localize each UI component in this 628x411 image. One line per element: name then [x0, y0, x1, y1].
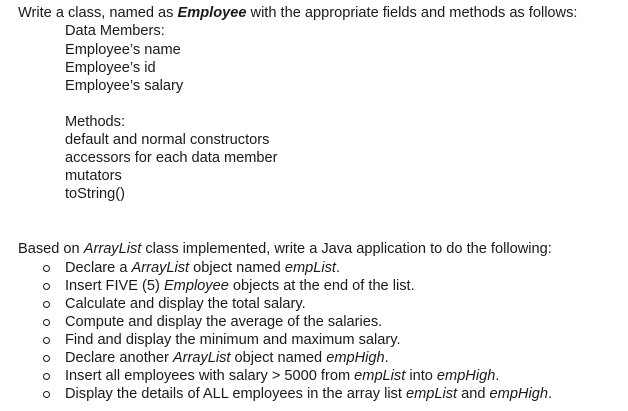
method-item: accessors for each data member: [65, 150, 278, 166]
list-item: [65, 349, 389, 367]
bullet-circle-icon: [43, 265, 50, 272]
bullet-circle-icon: [43, 355, 50, 362]
data-member-item: Employee’s name: [65, 42, 181, 58]
list-item: [65, 385, 552, 403]
list-item-text: .: [335, 260, 340, 276]
list-item-text: Compute and display the average of the salaries.: [65, 314, 383, 330]
list-item: [65, 295, 306, 313]
task-suffix: class implemented, write a Java application to do the following:: [141, 241, 552, 257]
list-item-italic: ArrayList: [131, 260, 190, 276]
task-line: [18, 240, 552, 258]
methods-heading: Methods:: [65, 114, 126, 130]
list-item: [65, 313, 382, 331]
list-item-text: object named: [189, 260, 285, 276]
list-item-text: object named: [230, 350, 327, 366]
list-item-text: Find and display the minimum and maximum salary.: [65, 332, 401, 348]
task-prefix: Based on: [18, 241, 84, 257]
list-item-text: Declare a: [65, 260, 132, 276]
list-item-text: Insert all employees with salary > 5000 from: [65, 368, 355, 384]
list-item: [65, 277, 415, 295]
intro-prefix: Write a class, named as: [18, 5, 178, 21]
list-item-italic: empList: [284, 260, 336, 276]
list-item-text: and: [457, 386, 490, 402]
bullet-circle-icon: [43, 319, 50, 326]
intro-class-name: Employee: [177, 5, 247, 21]
bullet-circle-icon: [43, 283, 50, 290]
list-item-italic: empHigh: [436, 368, 496, 384]
intro-suffix: with the appropriate fields and methods as follows:: [246, 5, 578, 21]
data-member-item: Employee’s salary: [65, 78, 184, 94]
method-item: toString(): [65, 186, 126, 202]
task-term: ArrayList: [83, 241, 142, 257]
list-item-text: Display the details of ALL employees in the array list: [65, 386, 406, 402]
bullet-circle-icon: [43, 301, 50, 308]
list-item: [65, 331, 401, 349]
list-item-text: .: [547, 386, 553, 402]
bullet-circle-icon: [43, 337, 50, 344]
bullet-circle-icon: [43, 373, 50, 380]
list-item-text: Declare another: [65, 350, 173, 366]
method-item: mutators: [65, 168, 122, 184]
list-item: [65, 367, 499, 385]
list-item-italic: empList: [405, 386, 458, 402]
data-member-item: Employee’s id: [65, 60, 156, 76]
list-item-text: Insert FIVE (5): [65, 278, 164, 294]
list-item-italic: empHigh: [489, 386, 548, 402]
method-item: default and normal constructors: [65, 132, 270, 148]
intro-line: [18, 4, 577, 22]
list-item-italic: ArrayList: [172, 350, 231, 366]
list-item-italic: empHigh: [326, 350, 385, 366]
list-item-italic: empList: [354, 368, 406, 384]
list-item-text: .: [384, 350, 389, 366]
list-item-text: Calculate and display the total salary.: [65, 296, 306, 312]
list-item-text: objects at the end of the list.: [228, 278, 415, 294]
list-item-italic: Employee: [163, 278, 229, 294]
list-item-text: into: [405, 368, 437, 384]
data-members-heading: Data Members:: [65, 23, 165, 39]
list-item-text: .: [495, 368, 500, 384]
list-item: [65, 259, 340, 277]
bullet-circle-icon: [43, 391, 50, 398]
